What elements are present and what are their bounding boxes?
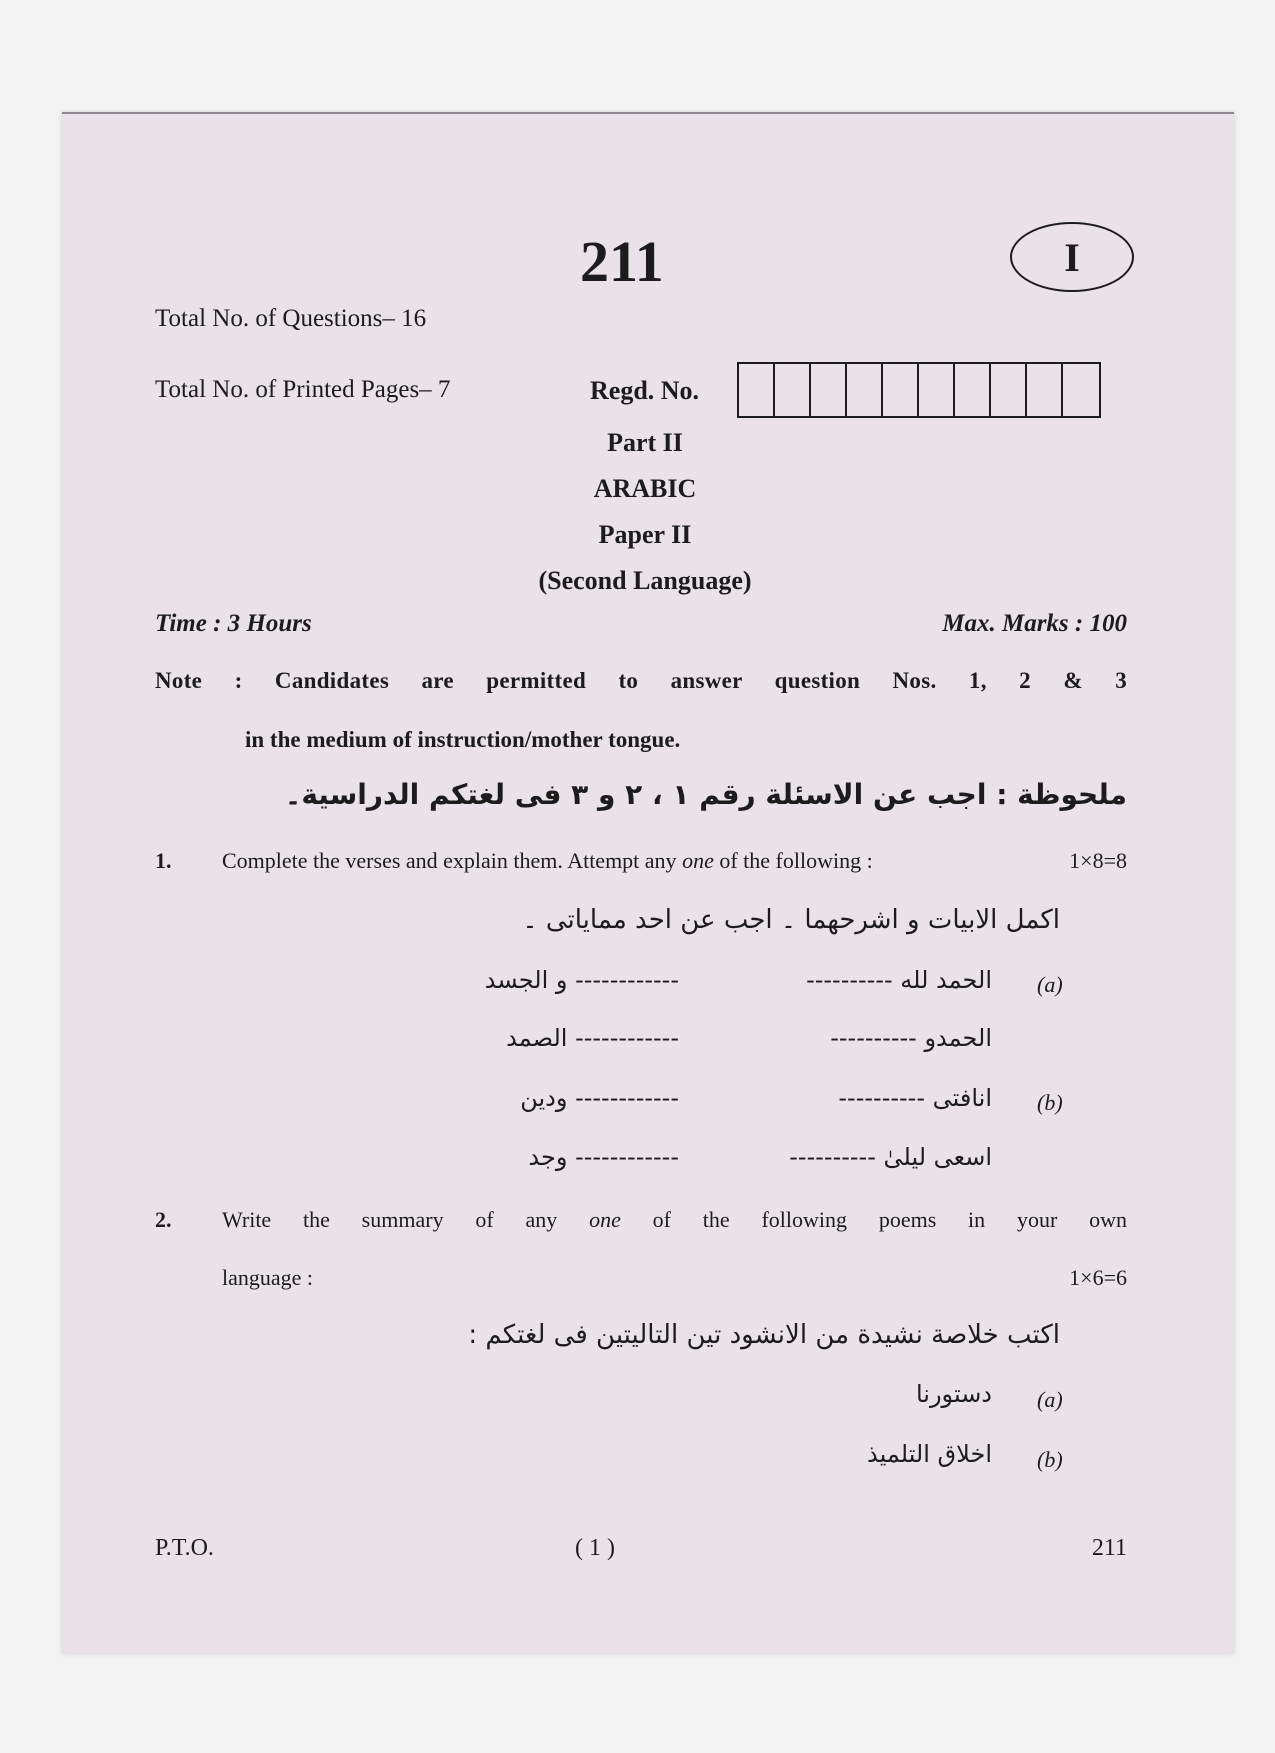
exam-page [62, 112, 1234, 1654]
q2-marks: 1×6=6 [1069, 1265, 1127, 1290]
q1-a-line2-right: الحمدو ---------- [830, 1024, 992, 1052]
q2-label-a: (a) [1037, 1387, 1063, 1412]
regd-digit-box[interactable] [1027, 364, 1063, 416]
q2-text-line2: language : [222, 1265, 314, 1290]
footer-pto: P.T.O. [155, 1535, 214, 1561]
q2-label-b: (b) [1037, 1447, 1063, 1472]
note-line-2: in the medium of instruction/mother tongue. [245, 727, 681, 752]
max-marks: Max. Marks : 100 [942, 610, 1127, 637]
set-label-oval [1010, 222, 1134, 292]
q1-label-b: (b) [1037, 1090, 1063, 1115]
q1-label-a: (a) [1037, 972, 1063, 997]
q1-a-line1-right: الحمد لله ---------- [806, 966, 992, 994]
regd-label: Regd. No. [590, 376, 700, 405]
footer-page-number: ( 1 ) [575, 1535, 615, 1561]
language-title: (Second Language) [538, 566, 752, 595]
part-title: Part II [607, 428, 683, 457]
note-line-1: Note : Candidates are permitted to answer question Nos. 1, 2 & 3 [155, 668, 1127, 693]
q1-number: 1. [155, 848, 172, 873]
regd-digit-box[interactable] [883, 364, 919, 416]
q1-text [222, 848, 873, 874]
regd-digit-box[interactable] [1063, 364, 1099, 416]
q2-text-em: one [589, 1207, 621, 1232]
total-pages: Total No. of Printed Pages– 7 [155, 376, 451, 403]
q1-b-line2-left: ------------ وجد [528, 1143, 679, 1171]
q2-text-b: of the following poems in your own [620, 1207, 1127, 1232]
footer-code: 211 [1091, 1535, 1127, 1561]
q2-arabic-instruction: اکتب خلاصة نشیدة من الانشود تین التالیتین فی لغتکم : [468, 1320, 1060, 1350]
regd-digit-box[interactable] [811, 364, 847, 416]
paper-title: Paper II [598, 520, 692, 549]
regd-digit-box[interactable] [847, 364, 883, 416]
subject-title: ARABIC [593, 474, 697, 503]
q1-b-line1-left: ------------ ودین [520, 1084, 679, 1112]
regd-digit-box[interactable] [739, 364, 775, 416]
q2-text [222, 1207, 1127, 1233]
regd-digit-box[interactable] [775, 364, 811, 416]
q1-text-a: Complete the verses and explain them. Attempt any [222, 848, 683, 873]
note-arabic: ملحوظة : اجب عن الاسئلة رقم ۱ ، ۲ و ۳ فی لغتکم الدراسیة۔ [284, 778, 1127, 811]
q2-item-b: اخلاق التلمیذ [867, 1440, 992, 1468]
q1-b-line1-right: انافتی ---------- [838, 1084, 992, 1112]
q1-b-line2-right: اسعی لیلیٰ ---------- [789, 1143, 992, 1171]
q2-text-a: Write the summary of any [222, 1207, 590, 1232]
q1-a-line2-left: ------------ الصمد [506, 1024, 679, 1052]
total-questions: Total No. of Questions– 16 [155, 305, 427, 332]
q1-marks: 1×8=8 [1069, 848, 1127, 873]
regd-digit-box[interactable] [991, 364, 1027, 416]
q1-text-em: one [682, 848, 714, 873]
q1-text-b: of the following : [713, 848, 873, 873]
regd-number-boxes[interactable] [737, 362, 1101, 418]
q2-item-a: دستورنا [915, 1380, 992, 1408]
regd-digit-box[interactable] [955, 364, 991, 416]
q1-a-line1-left: ------------ و الجسد [484, 966, 679, 994]
q2-number: 2. [155, 1207, 172, 1232]
time-allowed: Time : 3 Hours [155, 610, 312, 637]
regd-digit-box[interactable] [919, 364, 955, 416]
q1-arabic-instruction: اکمل الابیات و اشرحهما ۔ اجب عن احد ممایاتی ۔ [522, 905, 1060, 935]
set-label: I [1064, 234, 1080, 280]
paper-code: 211 [580, 229, 664, 294]
